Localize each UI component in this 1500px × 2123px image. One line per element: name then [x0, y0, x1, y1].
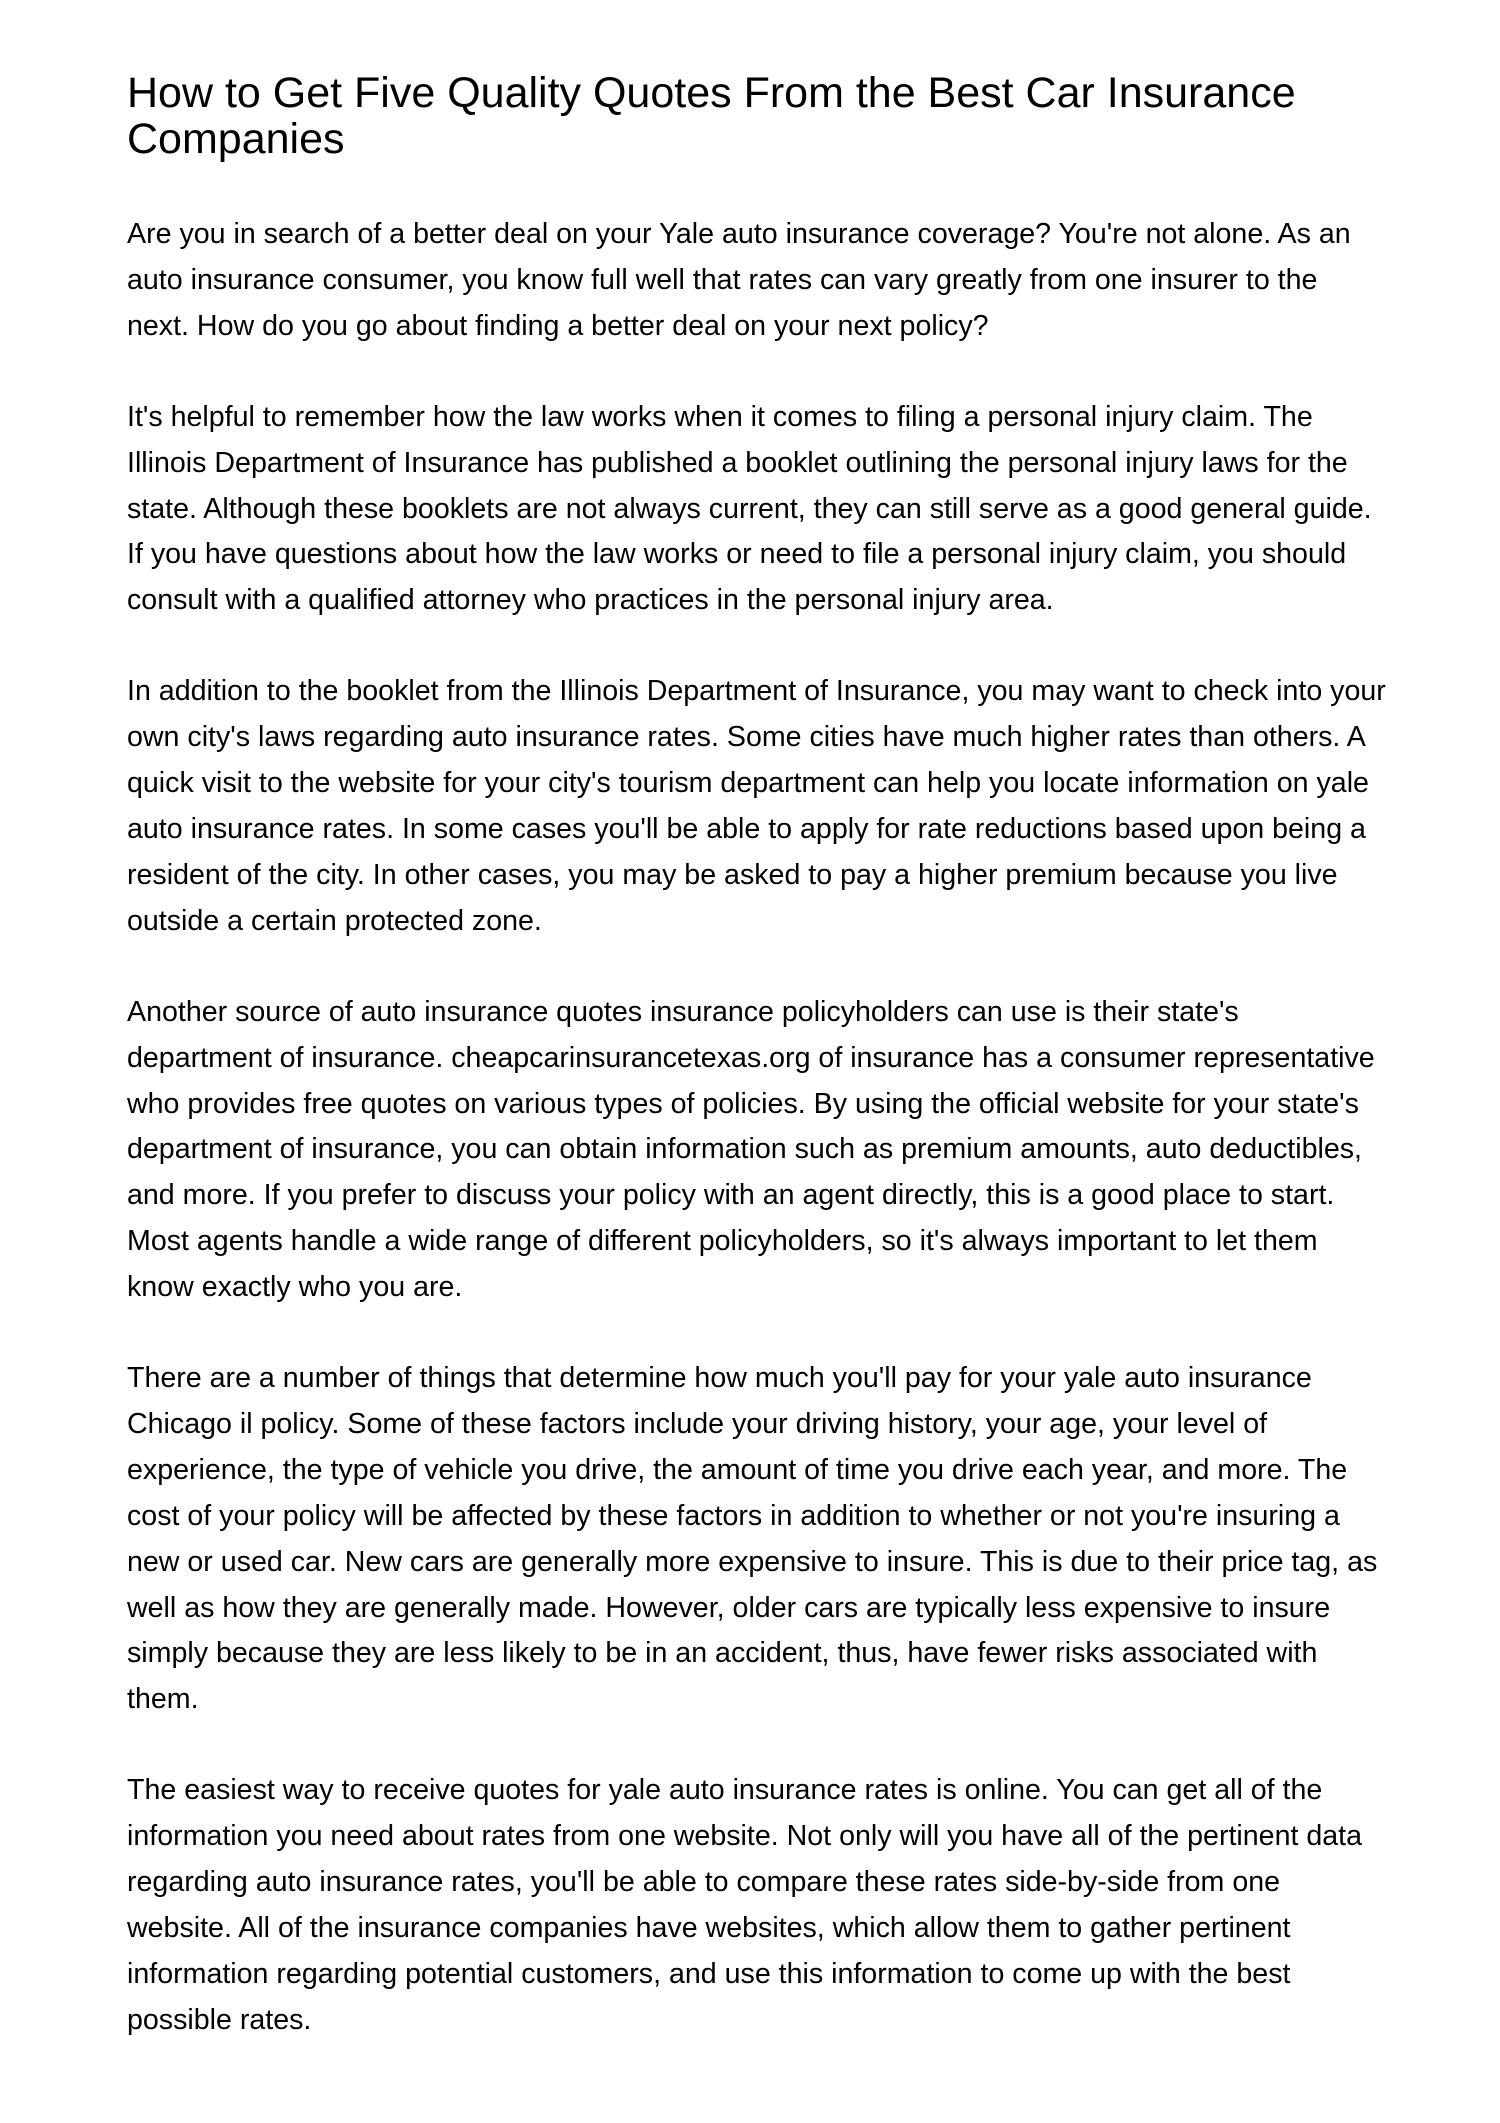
article-body [127, 212, 1387, 2089]
paragraph-5: There are a number of things that determine how much you'll pay for your yale auto insurance Chicago il policy. Some of these factors include your driving history, your age, your level of experience, the type of vehicle you drive, the amount of time you drive each year, and more. The cost of your policy will be affected by these factors in addition to whether or not you're insuring a new or used car. New cars are generally more expensive to insure. This is due to their price tag, as well as how they are generally made. However, older cars are typically less expensive to insure simply because they are less likely to be in an accident, thus, have fewer risks associated with them. [127, 1362, 1378, 1716]
page-title: How to Get Five Quality Quotes From the Best Car Insurance Companies [127, 69, 1296, 163]
paragraph-2: It's helpful to remember how the law works when it comes to filing a personal injury claim. The Illinois Department of Insurance has published a booklet outlining the personal injury laws for the state. Although these booklets are not always current, they can still serve as a good general guide. If you have questions about how the law works or need to file a personal injury claim, you should consult with a qualified attorney who practices in the personal injury area. [127, 400, 1372, 617]
paragraph-6: The easiest way to receive quotes for yale auto insurance rates is online. You can get all of the information you need about rates from one website. Not only will you have all of the pertinent data regarding auto insurance rates, you'll be able to compare these rates side-by-side from one website. All of the insurance companies have websites, which allow them to gather pertinent information regarding potential customers, and use this information to come up with the best possible rates. [127, 1774, 1363, 2036]
paragraph-1: Are you in search of a better deal on your Yale auto insurance coverage? You're not alone. As an auto insurance consumer, you know full well that rates can vary greatly from one insurer to the next. How do you go about finding a better deal on your next policy? [127, 218, 1351, 342]
paragraph-4: Another source of auto insurance quotes insurance policyholders can use is their state's department of insurance. cheapcarinsurancetexas.org of insurance has a consumer representative who provides free quotes on various types of policies. By using the official website for your state's department of insurance, you can obtain information such as premium amounts, auto deductibles, and more. If you prefer to discuss your policy with an agent directly, this is a good place to start. Most agents handle a wide range of different policyholders, so it's always important to let them know exactly who you are. [127, 995, 1375, 1304]
paragraph-3: In addition to the booklet from the Illinois Department of Insurance, you may want to check into your own city's laws regarding auto insurance rates. Some cities have much higher rates than others. A quick visit to the website for your city's tourism department can help you locate information on yale auto insurance rates. In some cases you'll be able to apply for rate reductions based upon being a resident of the city. In other cases, you may be asked to pay a higher premium because you live outside a certain protected zone. [127, 675, 1386, 937]
